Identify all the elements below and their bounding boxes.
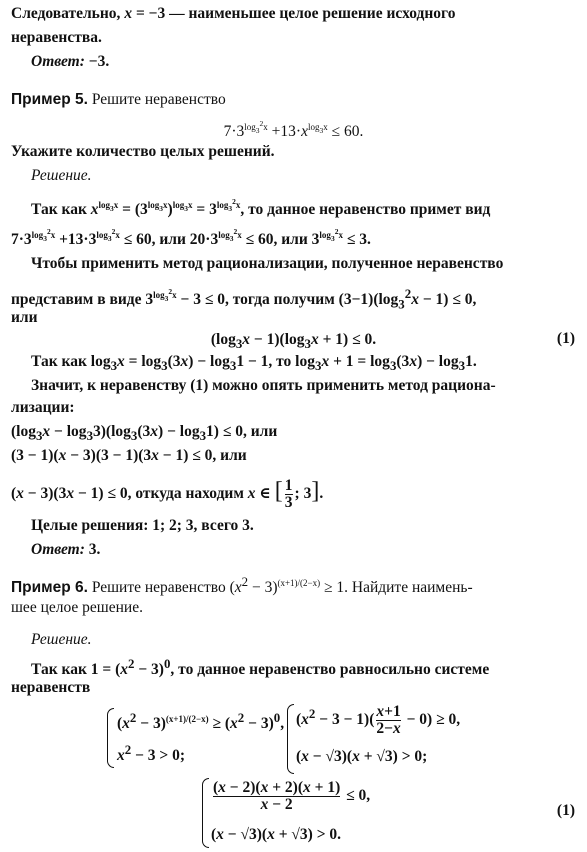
system-1-row: $(x^2 - 3)^{(x+1)/(2-x)} \ge (x^2 - 3)^0$, xyxy=(117,710,285,733)
system-2-row: (x − √3)(x + √3) > 0; xyxy=(296,748,428,765)
text-line: неравенства. xyxy=(11,29,102,46)
text-line: Следовательно, x = −3 — наименьшее целое решение исходного xyxy=(11,5,456,22)
text-line: или xyxy=(11,309,38,326)
text-line: (x − 3)(3x − 1) ≤ 0, откуда находим x ∈ [ $\frac{1}{3}$ ; 3]. xyxy=(11,476,324,511)
system-3-row: (x − √3)(x + √3) > 0. xyxy=(211,826,342,843)
text-line: Укажите количество целых решений. xyxy=(11,143,275,160)
text-line: Значит, к неравенству (1) можно опять применить метод рациона- xyxy=(31,377,496,394)
text-line: представим в виде $3^{log_3^2x} - 3 \le 0$, тогда получим $(3-1)(\log_3^2x - 1) \le 0$, xyxy=(11,286,477,312)
equation-1: $(\log_3x - 1)(\log_3x + 1) \le 0$. xyxy=(210,331,377,352)
system-brace xyxy=(287,704,294,774)
system-1-row: $x^2 - 3 > 0$; xyxy=(117,742,186,765)
text-line: шее целое решение. xyxy=(11,599,143,616)
formula-example-5: $7\cdot 3^{log_3^2x} +13\cdot x^{log_3x} \le 60$. xyxy=(223,119,364,141)
text-line: неравенств xyxy=(11,679,91,696)
answer-line: Ответ: 3. xyxy=(31,541,101,558)
equation-number: (1) xyxy=(556,330,575,347)
solution-label: Решение. xyxy=(31,631,92,648)
text-line: Так как $x^{log_3x} = (3^{log_3x})^{log_3x} = 3^{log_3^2x}$, то данное неравенство примет вид xyxy=(31,197,491,219)
text-line: Чтобы применить метод рационализации, полученное неравенство xyxy=(31,255,504,272)
system-3-row: $\frac{(x - 2)(x + 2)(x + 1)}{x - 2}$ ≤ 0, xyxy=(213,779,371,813)
system-brace xyxy=(202,778,209,848)
text-line: Целые решения: 1; 2; 3, всего 3. xyxy=(31,517,254,534)
example-6-heading: Пример 6. Решите неравенство $(x^2 - 3)^{(x+1)/(2-x)} \ge 1$. Найдите наимень- xyxy=(11,574,473,597)
text-line: (3 − 1)(x − 3)(3 − 1)(3x − 1) ≤ 0, или xyxy=(11,447,247,464)
text-line: $7\cdot 3^{log_3^2x} +13\cdot 3^{log_3^2x} \le 60$, или $20\cdot 3^{log_3^2x} \le 60$, или $3^{log_3^2x} \le 3$. xyxy=(11,227,371,249)
text-line: Так как $1 = (x^2 - 3)^0$, то данное неравенство равносильно системе xyxy=(31,656,490,679)
solution-label: Решение. xyxy=(31,167,92,184)
text-line: $(\log_3x - \log_33)(\log_3(3x) - \log_31) \le 0$, или xyxy=(11,423,278,444)
text-line: лизации: xyxy=(11,399,75,416)
text-line: Так как $\log_3x = \log_3(3x) - \log_31 - 1$, то $\log_3x + 1 = \log_3(3x) - \log_31$. xyxy=(31,353,477,374)
equation-number: (1) xyxy=(556,802,575,819)
system-brace xyxy=(107,708,114,768)
system-2-row: $(x^2 - 3 - 1)$( $\frac{x+1}{2-x}$ − 0) ≥ 0, xyxy=(296,703,461,737)
answer-line: Ответ: −3. xyxy=(31,53,110,70)
example-5-heading: Пример 5. Решите неравенство xyxy=(11,91,226,108)
